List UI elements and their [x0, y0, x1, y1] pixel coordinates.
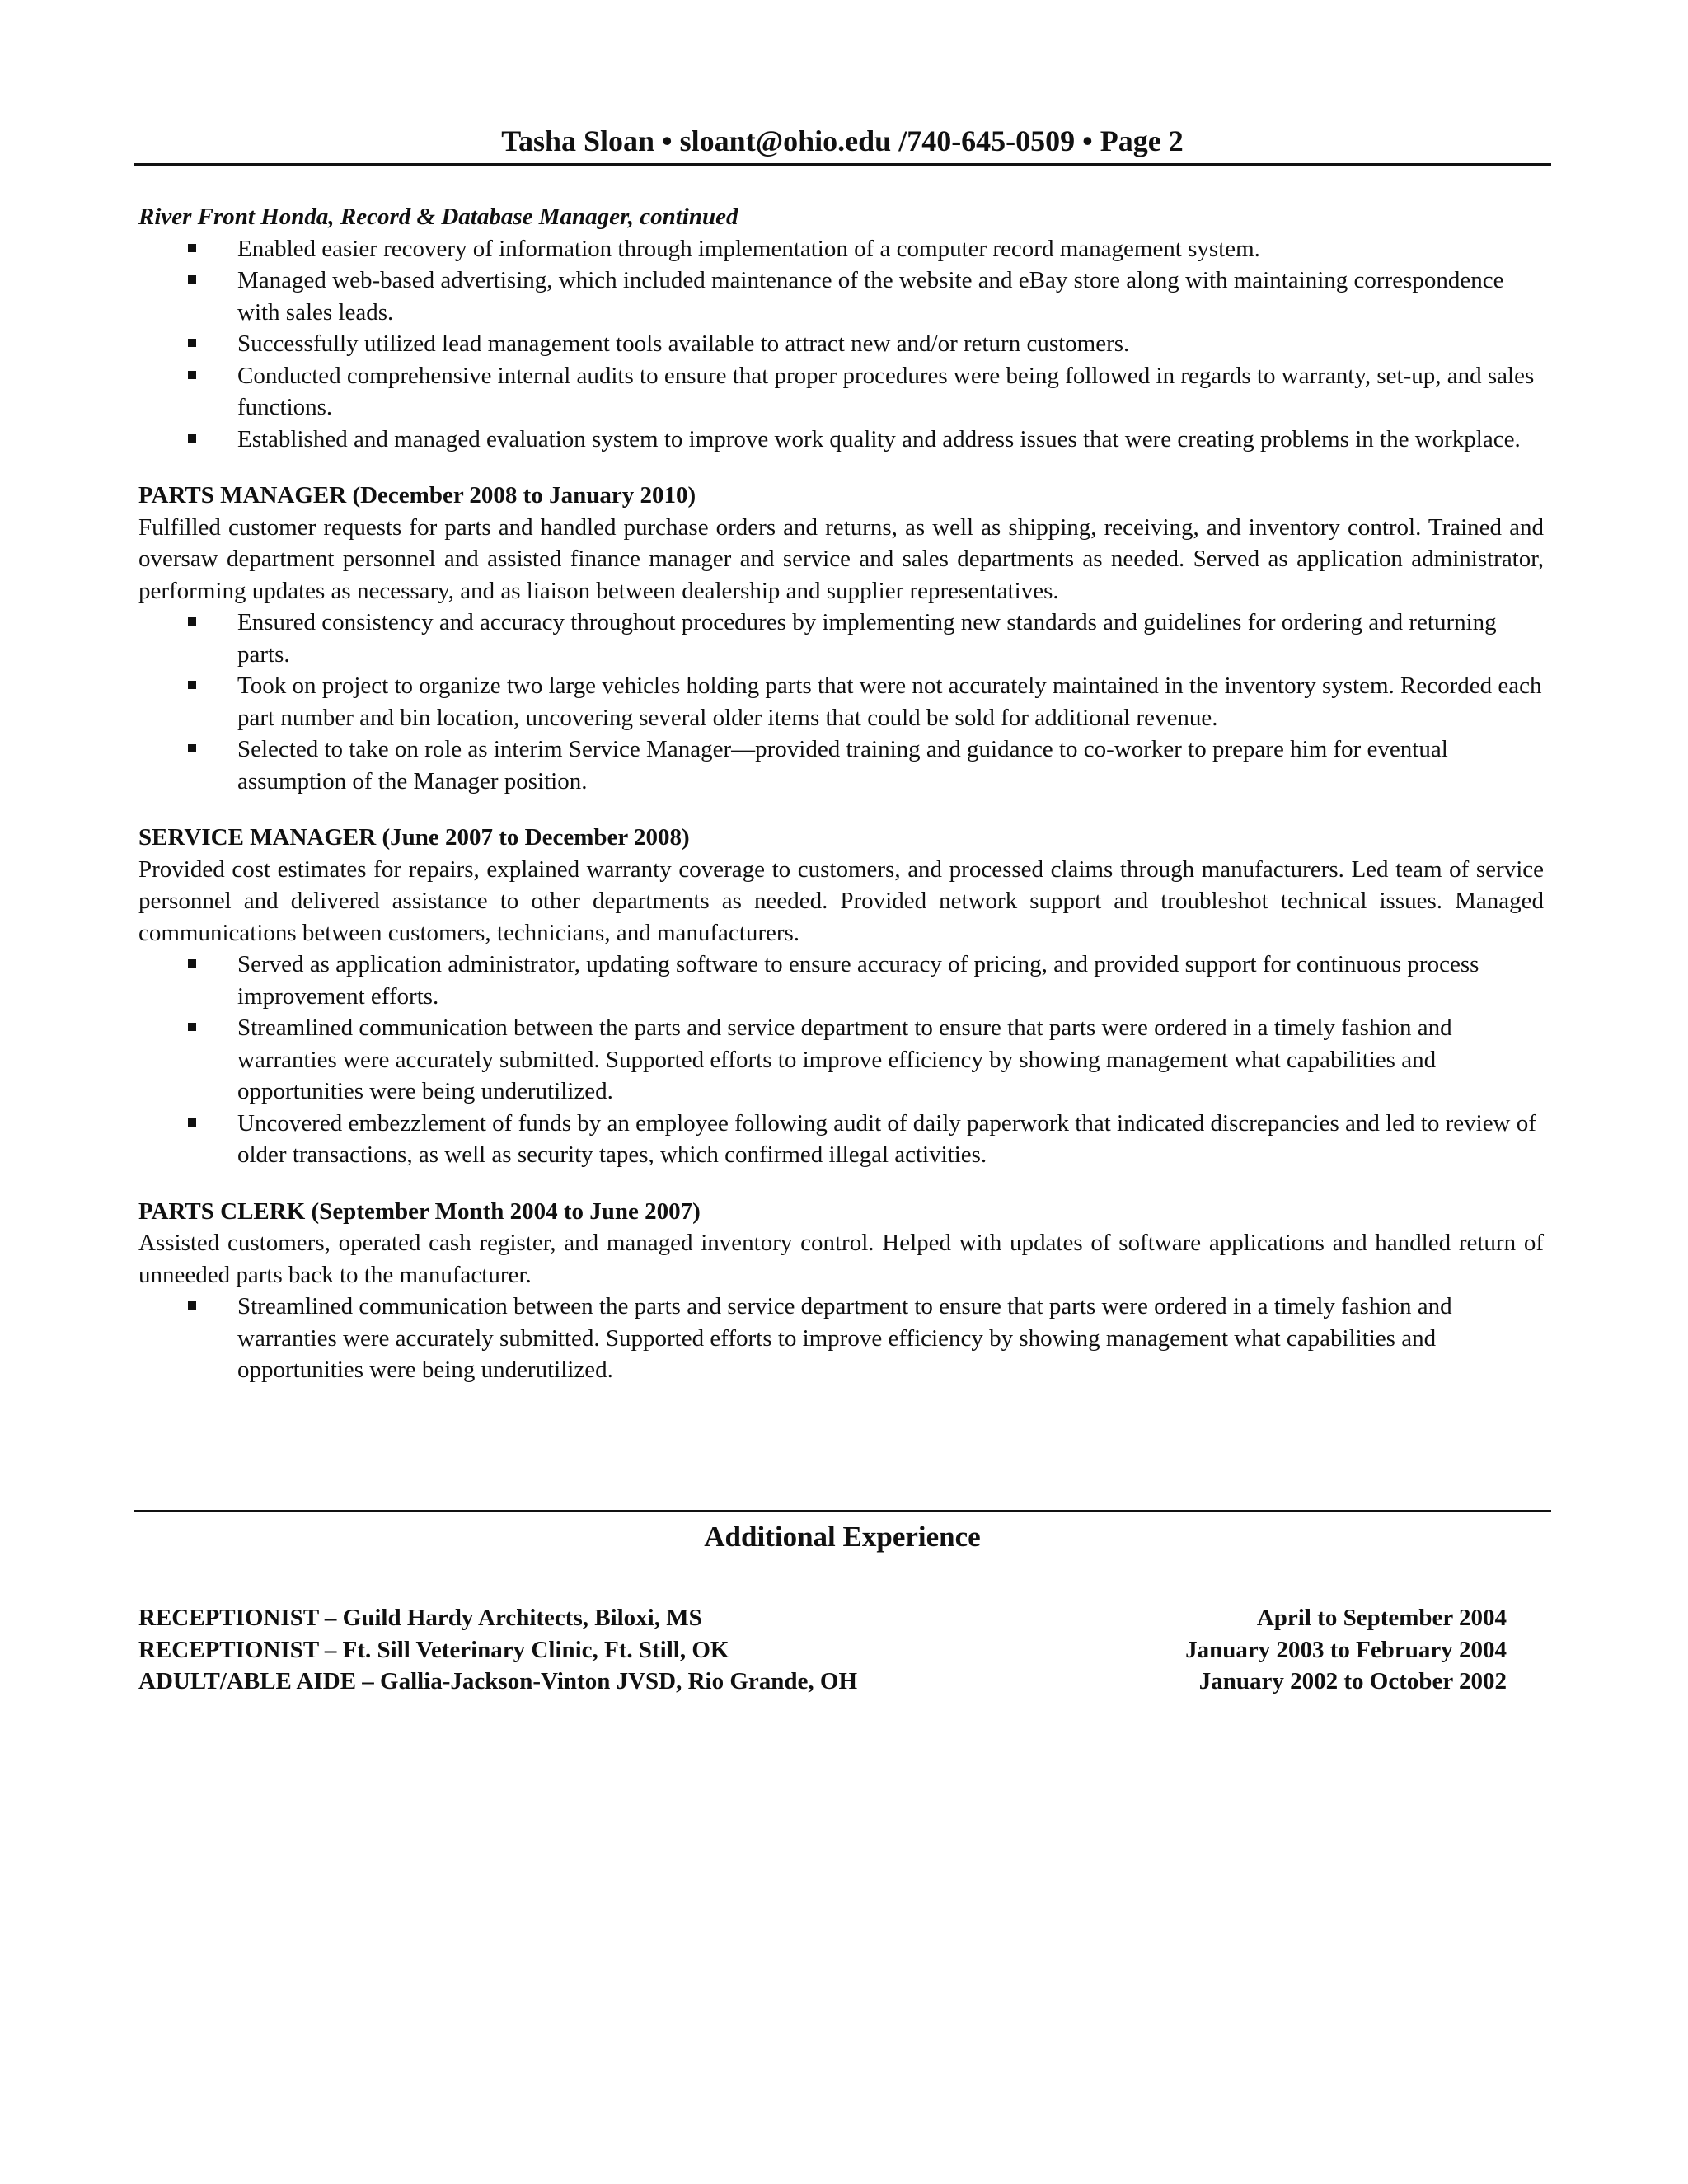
- square-bullet-icon: [188, 744, 196, 752]
- job-parts-clerk: [138, 1196, 1544, 1386]
- list-item: Took on project to organize two large vehicles holding parts that were not accurately maintained in the inventory system. Recorded each part number and bin location, uncovering several older items that could be sold for additional revenue.: [237, 670, 1544, 733]
- role-text: RECEPTIONIST – Ft. Sill Veterinary Clinic, Ft. Still, OK: [138, 1636, 729, 1663]
- list-item: Ensured consistency and accuracy throughout procedures by implementing new standards and guidelines for ordering and returning parts.: [237, 607, 1544, 670]
- additional-experience-list: [138, 1602, 1507, 1698]
- square-bullet-icon: [188, 434, 196, 443]
- job-bullet-list: [138, 949, 1544, 1171]
- list-item: Enabled easier recovery of information through implementation of a computer record management system.: [237, 233, 1544, 265]
- square-bullet-icon: [188, 1118, 196, 1127]
- list-item: [138, 1666, 1507, 1698]
- job-summary: Fulfilled customer requests for parts and handled purchase orders and returns, as well as shipping, receiving, and inventory control. Trained and oversaw department personnel and assisted finance manager and service and sales departments as needed. Served as application administrator, performing updates as necessary, and as liaison between dealership and supplier representatives.: [138, 513, 1544, 604]
- list-item: [138, 1634, 1507, 1666]
- job-title: PARTS CLERK (September Month 2004 to June 2007): [138, 1197, 701, 1225]
- square-bullet-icon: [188, 244, 196, 252]
- square-bullet-icon: [188, 339, 196, 347]
- continued-section: [138, 201, 1544, 455]
- page-header: Tasha Sloan • sloant@ohio.edu /740-645-0509 • Page 2: [501, 124, 1184, 157]
- continued-heading: River Front Honda, Record & Database Manager, continued: [138, 204, 738, 230]
- additional-experience-heading: Additional Experience: [704, 1521, 981, 1553]
- square-bullet-icon: [188, 275, 196, 284]
- list-item: Served as application administrator, updating software to ensure accuracy of pricing, and provided support for continuous process improvement efforts.: [237, 949, 1544, 1012]
- list-item: Managed web-based advertising, which included maintenance of the website and eBay store along with maintaining correspondence with sales leads.: [237, 265, 1544, 328]
- job-bullet-list: [138, 607, 1544, 797]
- square-bullet-icon: [188, 617, 196, 626]
- square-bullet-icon: [188, 371, 196, 379]
- date-range: January 2002 to October 2002: [1198, 1668, 1507, 1694]
- role-text: ADULT/ABLE AIDE – Gallia-Jackson-Vinton JVSD, Rio Grande, OH: [138, 1668, 858, 1694]
- job-summary: Provided cost estimates for repairs, explained warranty coverage to customers, and processed claims through manufacturers. Led team of service personnel and delivered assistance to other departments as needed. Provided network support and troubleshot technical issues. Managed communications between customers, technicians, and manufacturers.: [138, 855, 1544, 946]
- list-item: Uncovered embezzlement of funds by an employee following audit of daily paperwork that indicated discrepancies and led to review of older transactions, as well as security tapes, which confirmed illegal activities.: [237, 1108, 1544, 1171]
- list-item: Streamlined communication between the parts and service department to ensure that parts were ordered in a timely fashion and warranties were accurately submitted. Supported efforts to improve efficiency by showing management what capabilities and opportunities were being underutilized.: [237, 1291, 1544, 1386]
- job-service-manager: [138, 822, 1544, 1171]
- square-bullet-icon: [188, 1301, 196, 1310]
- square-bullet-icon: [188, 1023, 196, 1031]
- list-item: [138, 1602, 1507, 1634]
- section-divider: [134, 1510, 1551, 1512]
- date-range: January 2003 to February 2004: [1185, 1636, 1507, 1663]
- header-divider: [134, 163, 1551, 166]
- list-item: Established and managed evaluation system to improve work quality and address issues that were creating problems in the workplace.: [237, 424, 1544, 456]
- square-bullet-icon: [188, 681, 196, 689]
- job-title: PARTS MANAGER (December 2008 to January 2010): [138, 482, 696, 509]
- date-range: April to September 2004: [1256, 1605, 1507, 1631]
- role-text: RECEPTIONIST – Guild Hardy Architects, Biloxi, MS: [138, 1605, 702, 1631]
- continued-bullet-list: [138, 233, 1544, 456]
- list-item: Successfully utilized lead management tools available to attract new and/or return customers.: [237, 328, 1544, 360]
- job-title: SERVICE MANAGER (June 2007 to December 2008): [138, 824, 690, 851]
- job-parts-manager: [138, 480, 1544, 797]
- list-item: Selected to take on role as interim Service Manager—provided training and guidance to co-worker to prepare him for eventual assumption of the Manager position.: [237, 733, 1544, 797]
- square-bullet-icon: [188, 959, 196, 968]
- experience-content: [138, 201, 1544, 1386]
- job-bullet-list: [138, 1291, 1544, 1386]
- list-item: Conducted comprehensive internal audits to ensure that proper procedures were being followed in regards to warranty, set-up, and sales functions.: [237, 360, 1544, 424]
- list-item: Streamlined communication between the parts and service department to ensure that parts were ordered in a timely fashion and warranties were accurately submitted. Supported efforts to improve efficiency by showing management what capabilities and opportunities were being underutilized.: [237, 1012, 1544, 1108]
- job-summary: Assisted customers, operated cash register, and managed inventory control. Helped with updates of software applications and handled return of unneeded parts back to the manufacturer.: [138, 1230, 1544, 1288]
